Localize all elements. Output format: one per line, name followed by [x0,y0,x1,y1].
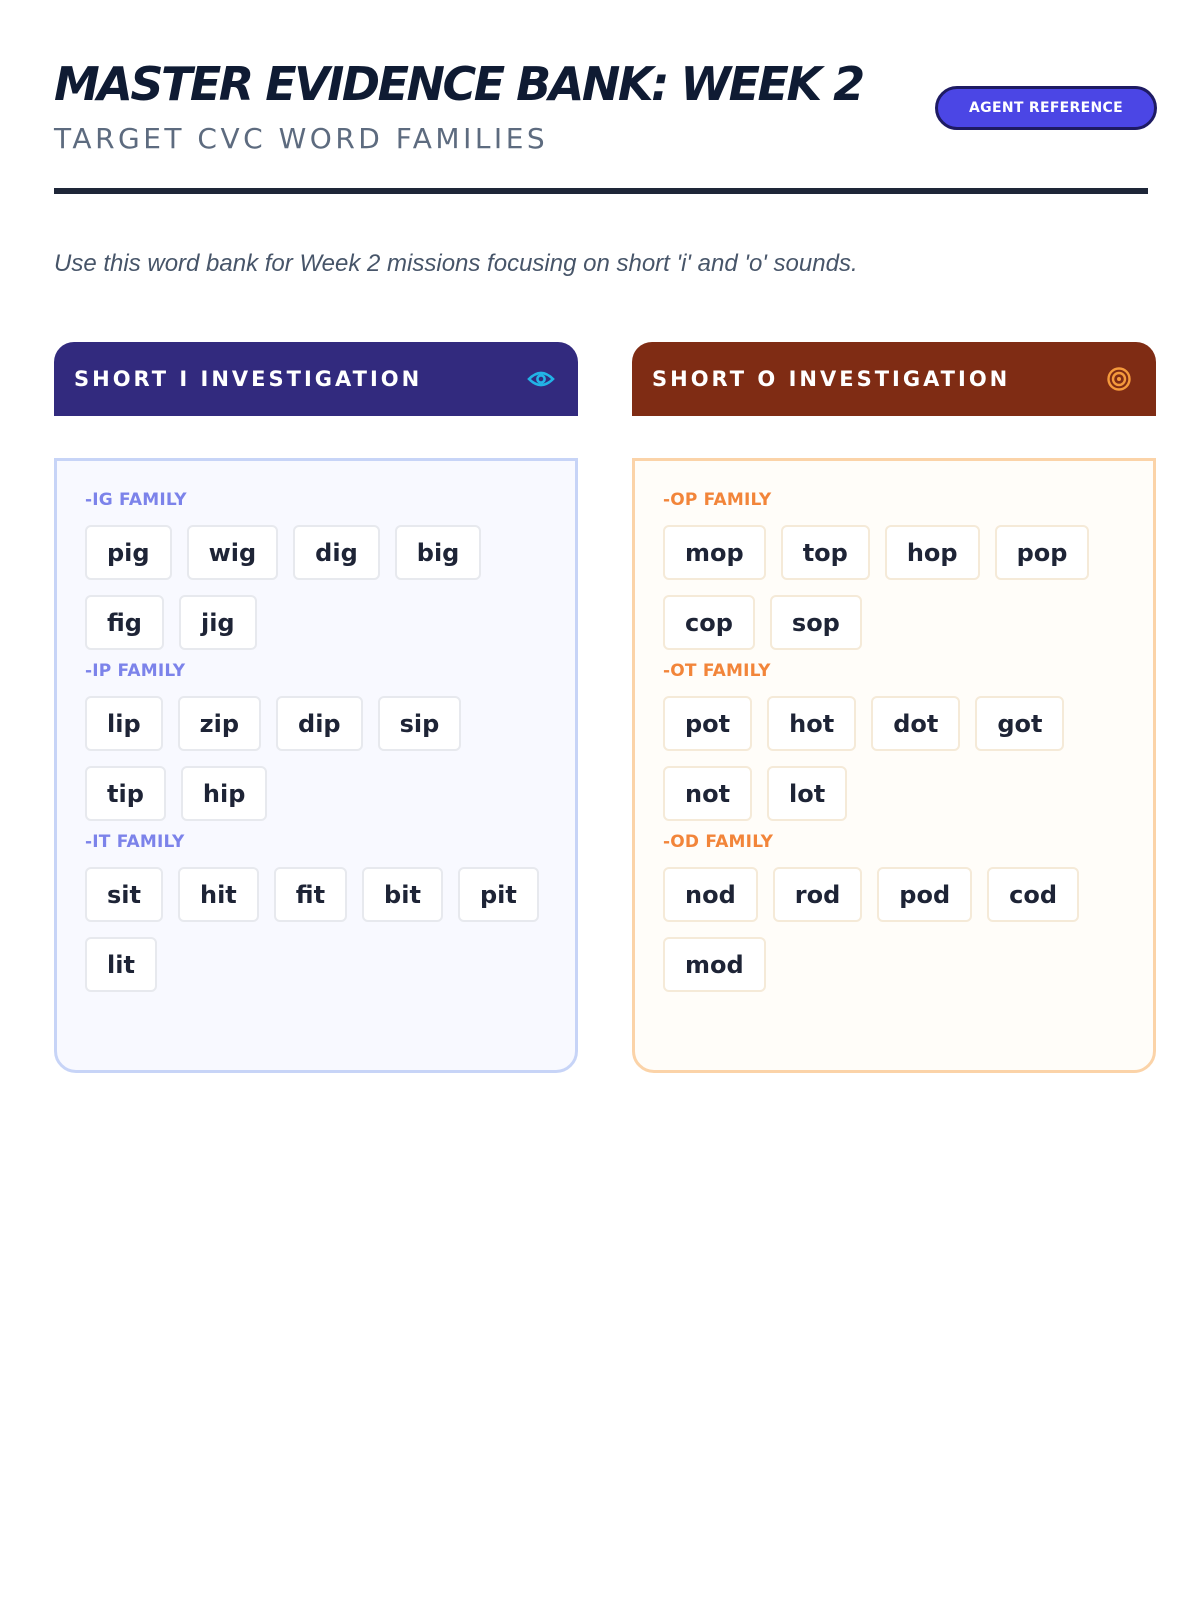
family-label: -IT FAMILY [85,832,185,852]
short-i-panel [54,458,578,1073]
header-divider [54,188,1148,194]
word-chip: got [975,696,1064,751]
target-icon [1104,364,1134,394]
word-chip: wig [187,525,279,580]
word-chip: dip [276,696,363,751]
word-chip: top [781,525,870,580]
word-chip: big [395,525,482,580]
family-od [663,829,1125,992]
word-chip: sit [85,867,163,922]
page-header [54,52,1148,155]
word-chip: mod [663,937,766,992]
page-title: MASTER EVIDENCE BANK: WEEK 2 [54,57,863,111]
word-chip: pop [995,525,1090,580]
word-chip: zip [178,696,261,751]
page-subtitle: TARGET CVC WORD FAMILIES [54,122,549,155]
short-o-heading: SHORT O INVESTIGATION [652,367,1011,391]
family-ig [85,487,547,650]
family-ip [85,658,547,821]
short-i-header [54,342,578,416]
word-chip: dot [871,696,960,751]
word-chip: not [663,766,752,821]
word-chip: hip [181,766,268,821]
family-it [85,829,547,992]
word-chip: lot [767,766,847,821]
family-label: -OD FAMILY [663,832,774,852]
word-chip: nod [663,867,758,922]
word-chip: rod [773,867,863,922]
word-chip: hop [885,525,980,580]
word-chip: tip [85,766,166,821]
short-o-column [632,342,1156,1073]
word-chip: jig [179,595,257,650]
word-chip: hit [178,867,259,922]
word-chip: lit [85,937,157,992]
intro-text: Use this word bank for Week 2 missions focusing on short 'i' and 'o' sounds. [54,250,858,277]
word-chip: lip [85,696,163,751]
word-chip: pig [85,525,172,580]
family-ot [663,658,1125,821]
word-chip: mop [663,525,766,580]
family-op [663,487,1125,650]
word-chip: fig [85,595,164,650]
word-chip: cod [987,867,1079,922]
short-i-heading: SHORT I INVESTIGATION [74,367,423,391]
family-label: -OT FAMILY [663,661,771,681]
word-chip: pod [877,867,972,922]
family-label: -IP FAMILY [85,661,186,681]
word-chip: dig [293,525,380,580]
family-label: -IG FAMILY [85,490,187,510]
word-chip: hot [767,696,856,751]
word-chip: pit [458,867,539,922]
word-chip: pot [663,696,752,751]
agent-reference-badge: AGENT REFERENCE [935,86,1157,130]
word-chip: fit [274,867,347,922]
eye-icon [526,364,556,394]
short-o-panel [632,458,1156,1073]
family-label: -OP FAMILY [663,490,772,510]
word-chip: cop [663,595,755,650]
word-chip: bit [362,867,443,922]
short-i-column [54,342,578,1073]
short-o-header [632,342,1156,416]
word-chip: sop [770,595,862,650]
word-chip: sip [378,696,462,751]
